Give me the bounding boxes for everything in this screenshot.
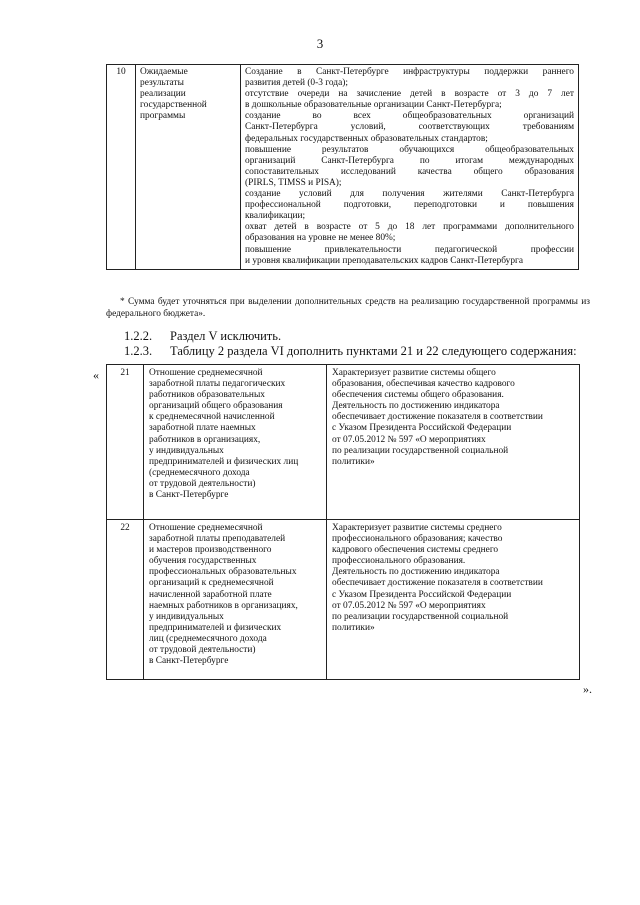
amendment-item bbox=[124, 329, 281, 344]
text-line: работников образовательных bbox=[149, 390, 265, 401]
text-line: создание условий для получения жителями Санкт-Петербурга bbox=[245, 189, 574, 200]
result-paragraph bbox=[245, 245, 574, 267]
text-line: политики» bbox=[332, 456, 375, 467]
text-line: по реализации государственной социальной bbox=[332, 611, 509, 622]
indicator-characteristic-cell bbox=[327, 520, 580, 680]
text-line: образования, обеспечивая качество кадрового bbox=[332, 379, 515, 390]
expected-results-cell bbox=[241, 65, 579, 270]
text-line: заработной платы преподавателей bbox=[149, 534, 286, 545]
text-line: сопоставительных исследований качества общего образования bbox=[245, 166, 574, 177]
text-line: организаций общего образования bbox=[149, 401, 283, 412]
text-line: предпринимателей и физических лиц bbox=[149, 456, 299, 467]
opening-quote: « bbox=[93, 368, 99, 382]
text-line: к среднемесячной начисленной bbox=[149, 412, 275, 423]
text-line: у индивидуальных bbox=[149, 611, 224, 622]
item-number: 1.2.3. bbox=[124, 344, 153, 358]
item-text: Таблицу 2 раздела VI дополнить пунктами 21 и 22 следующего содержания: bbox=[170, 344, 577, 358]
text-line: заработной платы педагогических bbox=[149, 379, 286, 390]
amendment-item bbox=[124, 344, 577, 359]
text-line: повышение привлекательности педагогической профессии bbox=[245, 244, 574, 255]
text-line: от трудовой деятельности) bbox=[149, 645, 256, 656]
result-paragraph bbox=[245, 111, 574, 144]
text-line: профессионального образования. bbox=[332, 556, 466, 567]
page-number: 3 bbox=[316, 36, 324, 51]
text-line: образования на уровне не менее 80%; bbox=[245, 233, 396, 244]
label-line: государственной bbox=[140, 100, 207, 111]
text-line: в дошкольные образовательные организации Санкт-Петербурга; bbox=[245, 100, 502, 111]
text-line: начисленной заработной плате bbox=[149, 589, 272, 600]
text-line: федеральных государственных образовательных стандартов; bbox=[245, 133, 488, 144]
text-line: квалификации; bbox=[245, 211, 306, 222]
text-line: политики» bbox=[332, 622, 375, 633]
text-line: предпринимателей и физических bbox=[149, 622, 282, 633]
result-paragraph bbox=[245, 145, 574, 189]
text-line: Отношение среднемесячной bbox=[149, 523, 263, 533]
text-line: Характеризует развитие системы среднего bbox=[332, 523, 502, 533]
row-label-cell bbox=[136, 65, 241, 270]
text-line: создание во всех общеобразовательных организаций bbox=[245, 111, 574, 122]
table-row bbox=[107, 65, 579, 270]
text-line: развития детей (0-3 года); bbox=[245, 78, 348, 89]
text-line: Санкт-Петербурга условий, соответствующих требованиям bbox=[245, 122, 574, 133]
row-number-cell: 10 bbox=[107, 65, 136, 270]
text-line: организаций к среднемесячной bbox=[149, 578, 274, 589]
text-line: и уровня квалификации преподавательских кадров Санкт-Петербурга bbox=[245, 255, 524, 266]
result-paragraph bbox=[245, 89, 574, 111]
text-line: Характеризует развитие системы общего bbox=[332, 368, 496, 378]
table-row bbox=[107, 520, 580, 680]
text-line: с Указом Президента Российской Федерации bbox=[332, 423, 512, 434]
text-line: организаций Санкт-Петербурга по итогам международных bbox=[245, 155, 574, 166]
row-number-cell: 21 bbox=[107, 365, 144, 520]
text-line: (PIRLS, TIMSS и PISA); bbox=[245, 177, 342, 188]
text-line: кадрового обеспечения системы среднего bbox=[332, 545, 499, 556]
text-line: у индивидуальных bbox=[149, 445, 224, 456]
text-line: Отношение среднемесячной bbox=[149, 368, 263, 378]
label-line: результаты bbox=[140, 78, 184, 89]
text-line: обучения государственных bbox=[149, 556, 257, 567]
text-line: от 07.05.2012 № 597 «О мероприятиях bbox=[332, 600, 486, 611]
text-line: обеспечивает достижение показателя в соответствии bbox=[332, 412, 543, 423]
footnote: * Сумма будет уточняться при выделении дополнительных средств на реализацию государственной программы из федерального бюджета». bbox=[106, 297, 590, 319]
result-paragraph bbox=[245, 67, 574, 89]
item-text: Раздел V исключить. bbox=[170, 329, 282, 343]
row-number-cell: 22 bbox=[107, 520, 144, 680]
text-line: заработной плате наемных bbox=[149, 423, 256, 434]
text-line: наемных работников в организациях, bbox=[149, 600, 298, 611]
result-paragraph bbox=[245, 189, 574, 222]
text-line: обеспечения системы общего образования. bbox=[332, 390, 504, 401]
indicator-description-cell bbox=[144, 520, 327, 680]
text-line: в Санкт-Петербурге bbox=[149, 656, 229, 667]
closing-quote: ». bbox=[583, 682, 592, 696]
result-paragraph bbox=[245, 222, 574, 244]
text-line: отсутствие очереди на зачисление детей в возрасте от 3 до 7 лет bbox=[245, 89, 574, 100]
label-line: программы bbox=[140, 111, 186, 122]
text-line: с Указом Президента Российской Федерации bbox=[332, 589, 512, 600]
text-line: от 07.05.2012 № 597 «О мероприятиях bbox=[332, 434, 486, 445]
item-number: 1.2.2. bbox=[124, 329, 153, 343]
program-results-table bbox=[106, 64, 579, 270]
text-line: профессиональных образовательных bbox=[149, 567, 297, 578]
indicators-table bbox=[106, 364, 580, 680]
text-line: и мастеров производственного bbox=[149, 545, 272, 556]
label-line: реализации bbox=[140, 89, 186, 100]
text-line: в Санкт-Петербурге bbox=[149, 490, 229, 501]
text-line: работников в организациях, bbox=[149, 434, 261, 445]
text-line: (среднемесячного дохода bbox=[149, 467, 250, 478]
table-row bbox=[107, 365, 580, 520]
indicator-description-cell bbox=[144, 365, 327, 520]
text-line: по реализации государственной социальной bbox=[332, 445, 509, 456]
indicator-characteristic-cell bbox=[327, 365, 580, 520]
text-line: обеспечивает достижение показателя в соответствии bbox=[332, 578, 543, 589]
text-line: Создание в Санкт-Петербурге инфраструктуры поддержки раннего bbox=[245, 67, 574, 77]
text-line: лиц (среднемесячного дохода bbox=[149, 633, 267, 644]
text-line: профессиональной подготовки, переподготовки и повышения bbox=[245, 200, 574, 211]
text-line: охват детей в возрасте от 5 до 18 лет программами дополнительного bbox=[245, 222, 574, 233]
text-line: профессионального образования; качество bbox=[332, 534, 503, 545]
text-line: Деятельность по достижению индикатора bbox=[332, 401, 500, 412]
text-line: повышение результатов обучающихся общеобразовательных bbox=[245, 144, 574, 155]
text-line: от трудовой деятельности) bbox=[149, 478, 256, 489]
label-line: Ожидаемые bbox=[140, 67, 188, 77]
text-line: Деятельность по достижению индикатора bbox=[332, 567, 500, 578]
